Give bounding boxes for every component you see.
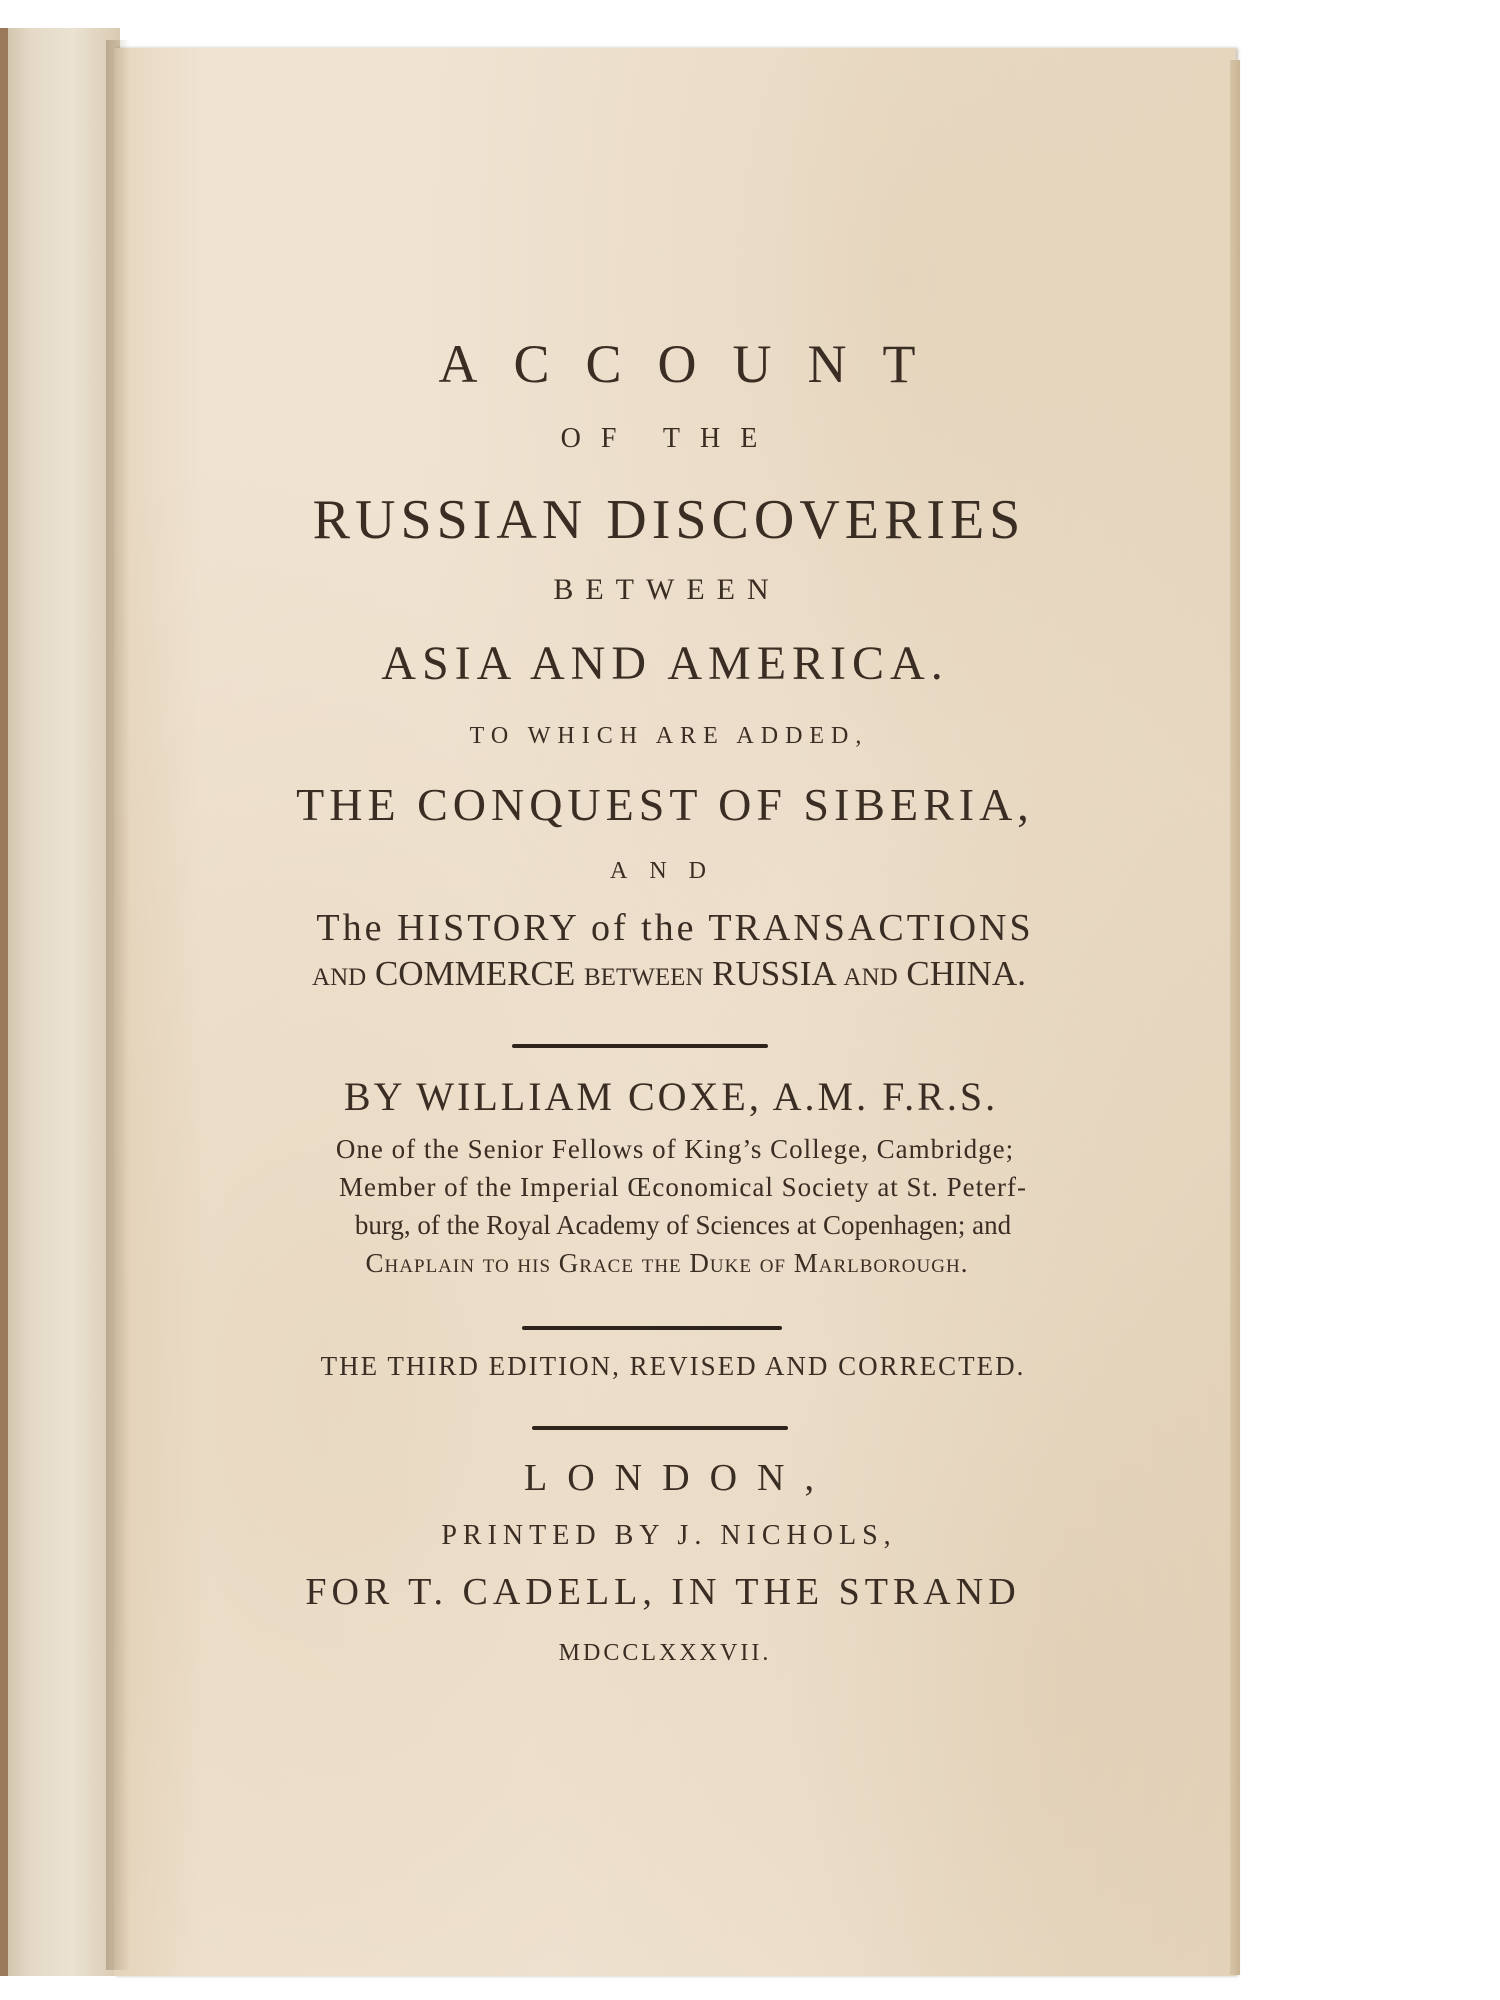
added-line: TO WHICH ARE ADDED,	[469, 723, 869, 749]
author-line: BY WILLIAM COXE, A.M. F.R.S.	[343, 1074, 999, 1119]
title-of-the: OF THE	[560, 423, 778, 454]
title-asia-america: ASIA AND AMERICA.	[381, 637, 949, 690]
gutter-shadow	[106, 40, 130, 1970]
binding-edge	[0, 28, 8, 1976]
credentials-line-3: burg, of the Royal Academy of Sciences at Copenhagen; and	[354, 1210, 1012, 1240]
title-page	[114, 48, 1236, 1976]
page-fore-edge	[1230, 60, 1240, 1975]
history-line-2: and COMMERCE between RUSSIA and CHINA.	[312, 954, 1026, 993]
imprint-printer: PRINTED BY J. NICHOLS,	[441, 1520, 897, 1551]
history-line-1: The HISTORY of the TRANSACTIONS	[316, 907, 1034, 949]
and-line: AND	[610, 858, 728, 884]
edition-line: THE THIRD EDITION, REVISED AND CORRECTED.	[320, 1351, 1026, 1381]
facing-page	[0, 28, 120, 1976]
imprint-publisher: FOR T. CADELL, IN THE STRAND	[305, 1571, 1021, 1613]
divider-rule-2	[522, 1326, 782, 1330]
credentials-line-2: Member of the Imperial Œconomical Society at St. Peterf-	[338, 1172, 1028, 1202]
imprint-year: MDCCLXXXVII.	[558, 1640, 772, 1666]
divider-rule-1	[512, 1044, 768, 1048]
title-between: BETWEEN	[553, 573, 781, 606]
credentials-line-1: One of the Senior Fellows of King’s College, Cambridge;	[335, 1134, 1015, 1164]
imprint-city: LONDON,	[524, 1457, 834, 1499]
title-russian-discoveries: RUSSIAN DISCOVERIES	[312, 489, 1026, 551]
conquest-line: THE CONQUEST OF SIBERIA,	[296, 779, 1034, 830]
title-account: ACCOUNT	[438, 334, 952, 394]
divider-rule-3	[532, 1426, 788, 1430]
credentials-line-4: Chaplain to his Grace the Duke of Marlborough.	[365, 1248, 969, 1278]
